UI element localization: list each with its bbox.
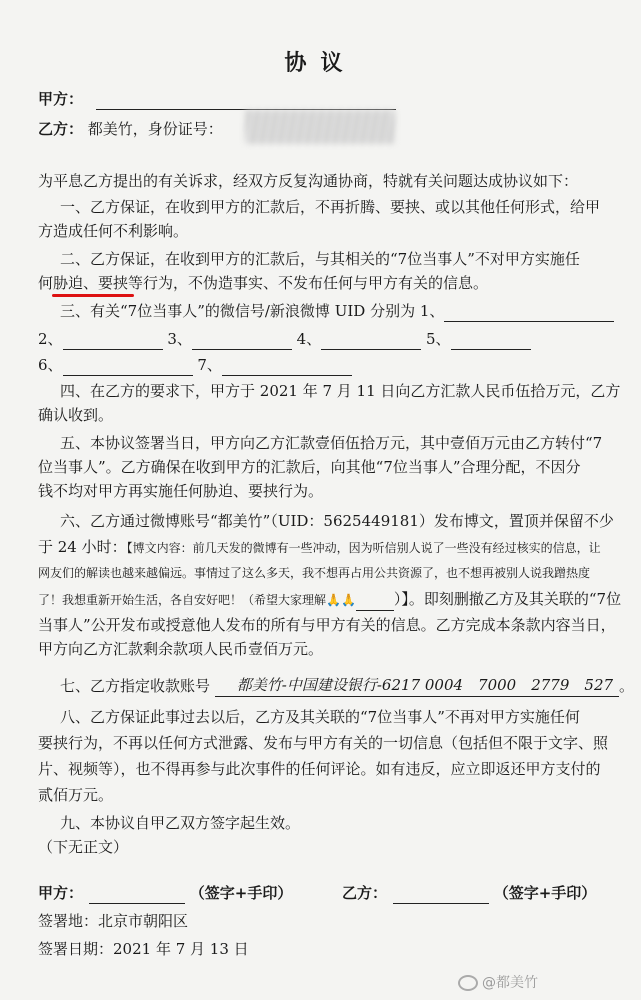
party-a-line [38,88,618,110]
end-note: （下无正文） [38,838,129,856]
clause-5-line-1: 五、本协议签署当日，甲方向乙方汇款壹佰伍拾万元，其中壹佰万元由乙方转付“7 [60,434,603,452]
uid-number-4: 4、 [296,330,322,348]
weibo-post-content-middle: 网友们的解读也越来越偏远。事情过了这么多天，我不想再占用公共资源了，也不想再被别人说我蹭热度 [38,566,591,580]
clause-2-line-2: 何胁迫、要挟等行为，不伪造事实、不发布任何与甲方有关的信息。 [38,274,489,292]
uid-number-3: 3、 [167,330,192,348]
clause-9: 九、本协议自甲乙双方签字起生效。 [60,814,301,832]
uid-blank-6 [63,375,193,376]
sign-a-label: 甲方： [38,884,84,902]
clause-1-line-1: 一、乙方保证，在收到甲方的汇款后，不再折腾、要挟、或以其他任何形式，给甲 [60,198,601,216]
weibo-post-content-start: 【博文内容：前几天发的微博有一些冲动，因为听信别人说了一些没有经过核实的信息，让 [126,541,601,555]
clause-3-line-2 [38,328,618,350]
clause-5-line-2: 位当事人”。乙方确保在收到甲方的汇款后，向其他“7位当事人”合理分配，不因分 [38,458,581,476]
uid-number-7: 7、 [197,356,222,374]
clause-8-line-3: 片、视频等），也不得再参与此次事件的任何评论。如有违反，应立即返还甲方支付的 [38,760,601,778]
clause-8-line-1: 八、乙方保证此事过去以后，乙方及其关联的“7位当事人”不再对甲方实施任何 [60,708,580,726]
clause-7-suffix: 。 [619,677,635,695]
sign-a-blank [89,903,185,904]
sign-b-label: 乙方： [341,884,387,902]
clause-4-line-1: 四、在乙方的要求下，甲方于 2021 年 7 月 11 日向乙方汇款人民币伍拾万元，乙方 [60,382,621,400]
redacted-id-number [245,110,395,144]
bank-account: 都美竹-中国建设银行-6217 0004 7000 2779 527 [215,674,619,697]
uid-blank-5 [451,349,531,350]
clause-3-text: 三、有关“7位当事人”的微信号/新浪微博 UID 分别为 1、 [60,302,445,320]
document-title: 协议 [284,50,357,76]
clause-6-line-5: 当事人”公开发布或授意他人发布的所有与甲方有关的信息。乙方完成本条款内容当日， [38,616,616,634]
clause-2-line-1: 二、乙方保证，在收到甲方的汇款后，与其相关的“7位当事人”不对甲方实施任 [60,250,580,268]
clause-8-line-2: 要挟行为，不再以任何方式泄露、发布与甲方有关的一切信息（包括但不限于文字、照 [38,734,609,752]
uid-blank-7 [222,375,352,376]
sign-b-blank [393,903,489,904]
uid-blank-3 [192,349,292,350]
sign-date: 签署日期：2021 年 7 月 13 日 [38,940,249,958]
uid-blank-4 [321,349,421,350]
signature-line [38,882,618,904]
clause-3-line-3 [38,354,618,376]
uid-number-5: 5、 [425,330,451,348]
uid-blank-2 [63,349,163,350]
party-a-label: 甲方： [38,90,84,108]
uid-number-2: 2、 [38,330,63,348]
clause-6-line-6: 甲方向乙方汇款剩余款项人民币壹佰万元。 [38,640,324,658]
clause-8-line-4: 贰佰万元。 [38,786,114,804]
clause-6-line-2 [38,536,618,559]
clause-4-line-2: 确认收到。 [38,406,114,424]
clause-5-line-3: 钱不均对甲方再实施任何胁迫、要挟行为。 [38,482,324,500]
clause-7-prefix: 七、乙方指定收款账号 [60,677,211,695]
party-b-name: 都美竹，身份证号： [87,120,223,138]
red-underline-mark [52,294,134,297]
clause-3-line-1 [38,300,618,322]
uid-blank-1 [444,321,614,322]
weibo-logo-icon [458,975,478,991]
clause-7-line [38,674,635,697]
clause-6-line-1: 六、乙方通过微博账号“都美竹”（UID：5625449181）发布博文，置顶并保留不少 [60,512,614,530]
clause-6-duration: 于 24 小时： [38,538,127,556]
sign-a-note: （签字+手印） [189,884,293,902]
clause-6-line-4 [38,588,622,611]
intro-text: 为平息乙方提出的有关诉求，经双方反复沟通协商，特就有关问题达成协议如下： [38,172,579,190]
sign-b-note: （签字+手印） [493,884,597,902]
post-blank [356,610,394,611]
clause-6-delete-text: ）】。即刻删撤乙方及其关联的“7位 [393,590,622,608]
sign-place: 签署地：北京市朝阳区 [38,912,189,930]
clause-1-line-2: 方造成任何不利影响。 [38,222,189,240]
party-b-label: 乙方： [38,120,84,138]
uid-number-6: 6、 [38,356,63,374]
watermark-text: @都美竹 [482,975,538,991]
weibo-post-content-end: 了！我想重新开始生活，各自安好吧！（希望大家理解🙏🙏 [38,593,356,607]
weibo-watermark [458,972,538,992]
